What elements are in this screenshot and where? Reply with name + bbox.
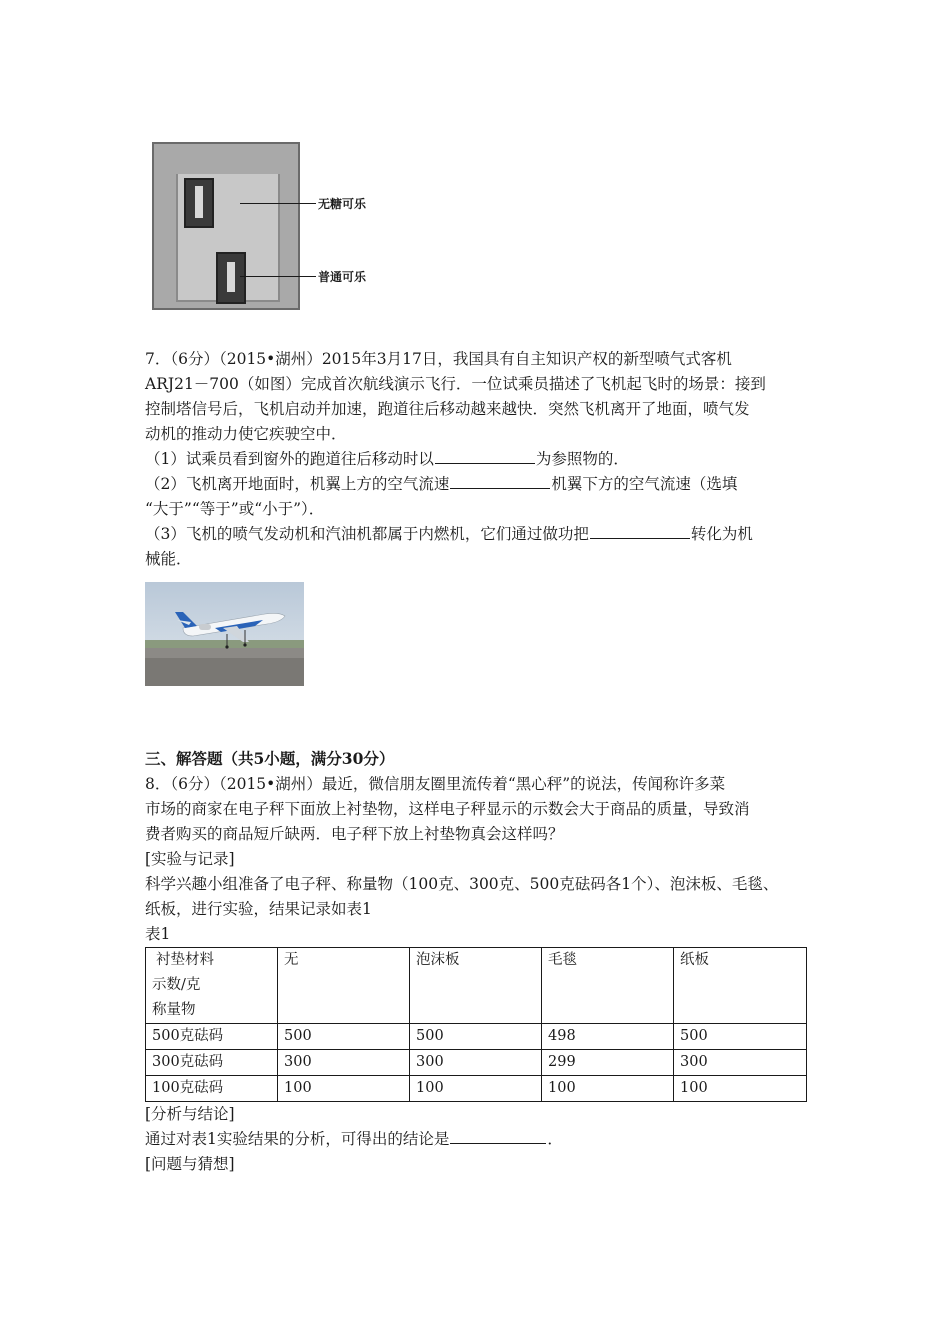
experiment-line-2: 纸板，进行实验，结果记录如表1 [145, 900, 372, 918]
experiment-line-1: 科学兴趣小组准备了电子秤、称量物（100克、300克、500克砝码各1个）、泡沫板、毛毯、 [145, 875, 779, 893]
leader-line-sugarfree [240, 203, 316, 204]
q8-line-2: 市场的商家在电子秤下面放上衬垫物，这样电子秤显示的示数会大于商品的质量，导致消 [145, 800, 750, 818]
analysis-heading: [分析与结论] [145, 1105, 235, 1123]
label-sugar-free-cola: 无糖可乐 [318, 197, 367, 211]
section-heading: 三、解答题（共5小题，满分30分） [145, 749, 395, 768]
column-header: 毛毯 [542, 948, 674, 1024]
table-cell: 299 [542, 1050, 674, 1076]
row-label: 100克砝码 [146, 1076, 278, 1102]
table-row [146, 1076, 807, 1102]
answer-blank-3[interactable] [590, 523, 690, 539]
table-row [146, 1050, 807, 1076]
table-caption: 表1 [145, 925, 171, 943]
q7-sub2: （2）飞机离开地面时，机翼上方的空气流速 机翼下方的空气流速（选填 [145, 475, 738, 493]
water-tank [152, 142, 300, 310]
analysis-line: 通过对表1实验结果的分析，可得出的结论是 ． [145, 1130, 563, 1148]
row-label: 300克砝码 [146, 1050, 278, 1076]
table-cell: 498 [542, 1024, 674, 1050]
question-heading: [问题与猜想] [145, 1155, 235, 1173]
corner-material: 衬垫材料 [156, 952, 214, 968]
q7-sub3: （3）飞机的喷气发动机和汽油机都属于内燃机，它们通过做功把 转化为机 [145, 525, 753, 543]
label-regular-cola: 普通可乐 [318, 270, 367, 284]
table-cell: 300 [410, 1050, 542, 1076]
column-header: 纸板 [674, 948, 807, 1024]
table-cell: 500 [674, 1024, 807, 1050]
regular-cola-can [216, 252, 246, 304]
cola-experiment-figure [150, 140, 378, 310]
table-row [146, 1024, 807, 1050]
answer-blank-4[interactable] [450, 1128, 546, 1144]
column-header: 无 [278, 948, 410, 1024]
results-table [145, 947, 807, 1102]
table-corner-cell [146, 948, 278, 1024]
table-cell: 300 [278, 1050, 410, 1076]
column-header: 泡沫板 [410, 948, 542, 1024]
table-cell: 300 [674, 1050, 807, 1076]
sugar-free-cola-can [184, 178, 214, 228]
corner-object: 称量物 [152, 1002, 196, 1018]
table-header-row [146, 948, 807, 1024]
q7-sub3-line2: 械能． [145, 550, 192, 568]
table-cell: 100 [278, 1076, 410, 1102]
q7-line-2: ARJ21－700（如图）完成首次航线演示飞行．一位试乘员描述了飞机起飞时的场景：接到 [145, 375, 766, 393]
row-label: 500克砝码 [146, 1024, 278, 1050]
q7-line-4: 动机的推动力使它疾驶空中． [145, 425, 347, 443]
q7-line-1: 7．（6分）（2015•湖州）2015年3月17日，我国具有自主知识产权的新型喷气式客机 [145, 350, 732, 368]
experiment-heading: [实验与记录] [145, 850, 235, 868]
answer-blank-1[interactable] [435, 448, 535, 464]
table-cell: 100 [674, 1076, 807, 1102]
corner-reading: 示数/克 [152, 977, 201, 993]
q7-line-3: 控制塔信号后，飞机启动并加速，跑道往后移动越来越快．突然飞机离开了地面，喷气发 [145, 400, 750, 418]
leader-line-regular [240, 276, 316, 277]
q7-sub1: （1）试乘员看到窗外的跑道往后移动时以 为参照物的． [145, 450, 629, 468]
table-cell: 100 [410, 1076, 542, 1102]
q8-line-1: 8．（6分）（2015•湖州）最近，微信朋友圈里流传着“黑心秤”的说法，传闻称许多菜 [145, 775, 726, 793]
table-cell: 500 [410, 1024, 542, 1050]
q7-sub2-line2: “大于”“等于”或“小于”）． [145, 500, 325, 518]
airplane-photo [145, 582, 304, 686]
answer-blank-2[interactable] [450, 473, 550, 489]
q8-line-3: 费者购买的商品短斤缺两．电子秤下放上衬垫物真会这样吗？ [145, 825, 564, 843]
table-cell: 100 [542, 1076, 674, 1102]
table-cell: 500 [278, 1024, 410, 1050]
airplane-illustration [145, 582, 304, 686]
